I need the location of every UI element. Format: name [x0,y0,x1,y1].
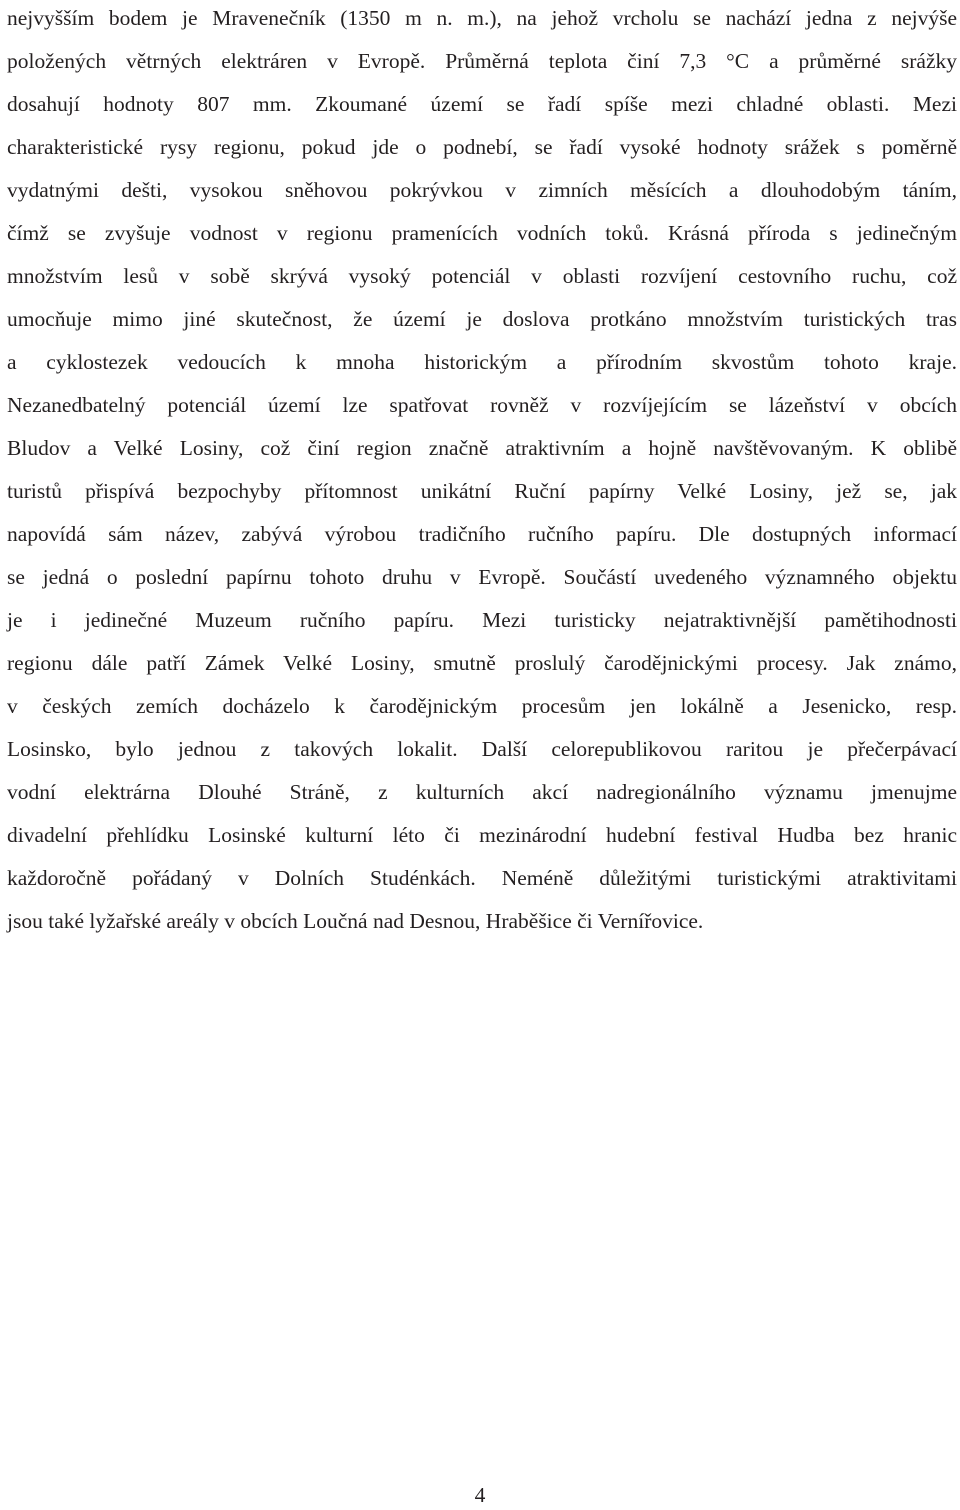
text-line: charakteristické rysy regionu, pokud jde o podnebí, se řadí vysoké hodnoty srážek s poměrně [7,135,957,159]
text-line: dosahují hodnoty 807 mm. Zkoumané území se řadí spíše mezi chladné oblasti. Mezi [7,92,957,116]
text-line-last: jsou také lyžařské areály v obcích Loučná nad Desnou, Hraběšice či Vernířovice. [7,909,704,933]
text-line: umocňuje mimo jiné skutečnost, že území je doslova protkáno množstvím turistických tras [7,307,957,331]
text-line: a cyklostezek vedoucích k mnoha historickým a přírodním skvostům tohoto kraje. [7,350,957,374]
text-line: se jedná o poslední papírnu tohoto druhu v Evropě. Součástí uvedeného významného objektu [7,565,957,589]
text-line: napovídá sám název, zabývá výrobou tradičního ručního papíru. Dle dostupných informací [7,522,957,546]
page-number: 4 [474,1483,486,1507]
text-line: turistů přispívá bezpochyby přítomnost unikátní Ruční papírny Velké Losiny, jež se, jak [7,479,957,503]
text-line: je i jedinečné Muzeum ručního papíru. Mezi turisticky nejatraktivnější pamětihodnosti [7,608,957,632]
text-line: Bludov a Velké Losiny, což činí region značně atraktivním a hojně navštěvovaným. K oblibě [7,436,957,460]
text-line: v českých zemích docházelo k čarodějnickým procesům jen lokálně a Jesenicko, resp. [7,694,957,718]
text-line: vydatnými dešti, vysokou sněhovou pokrývkou v zimních měsících a dlouhodobým táním, [7,178,957,202]
text-line: každoročně pořádaný v Dolních Studénkách. Neméně důležitými turistickými atraktivitami [7,866,957,890]
text-line: vodní elektrárna Dlouhé Stráně, z kulturních akcí nadregionálního významu jmenujme [7,780,957,804]
text-line: položených větrných elektráren v Evropě. Průměrná teplota činí 7,3 °C a průměrné srážky [7,49,957,73]
text-line: Nezanedbatelný potenciál území lze spatřovat rovněž v rozvíjejícím se lázeňství v obcích [7,393,957,417]
text-line: regionu dále patří Zámek Velké Losiny, smutně proslulý čarodějnickými procesy. Jak známo, [7,651,957,675]
text-line: množstvím lesů v sobě skrývá vysoký potenciál v oblasti rozvíjení cestovního ruchu, což [7,264,957,288]
text-line: nejvyšším bodem je Mravenečník (1350 m n. m.), na jehož vrcholu se nachází jedna z nejvýše [7,6,957,30]
text-line: Losinsko, bylo jednou z takových lokalit. Další celorepublikovou raritou je přečerpávací [7,737,957,761]
text-line: čímž se zvyšuje vodnost v regionu pramenících vodních toků. Krásná příroda s jedinečným [7,221,957,245]
text-line: divadelní přehlídku Losinské kulturní léto či mezinárodní hudební festival Hudba bez hranic [7,823,957,847]
